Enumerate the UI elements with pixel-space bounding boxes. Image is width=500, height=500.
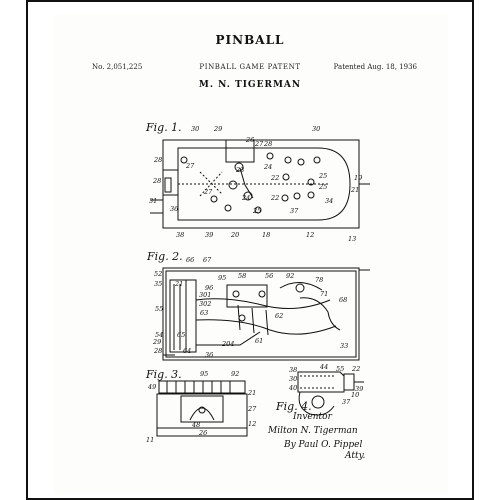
svg-text:52: 52: [154, 270, 163, 278]
svg-text:27: 27: [204, 188, 213, 196]
svg-text:38: 38: [176, 231, 185, 239]
svg-text:38: 38: [289, 366, 298, 374]
svg-text:36: 36: [205, 351, 214, 359]
svg-text:37: 37: [290, 207, 299, 215]
svg-text:24: 24: [264, 163, 273, 171]
svg-text:33: 33: [340, 342, 349, 350]
inventor-role: Inventor: [293, 412, 332, 422]
svg-text:302: 302: [199, 300, 212, 308]
svg-text:21: 21: [248, 389, 257, 397]
svg-text:25: 25: [253, 207, 262, 215]
svg-text:92: 92: [231, 370, 240, 378]
svg-text:61: 61: [255, 337, 264, 345]
svg-text:27: 27: [186, 162, 195, 170]
svg-text:68: 68: [339, 296, 348, 304]
svg-text:30: 30: [312, 125, 321, 133]
svg-text:44: 44: [320, 363, 329, 371]
poster-title: PINBALL: [215, 33, 285, 47]
svg-text:20: 20: [231, 231, 240, 239]
svg-text:65: 65: [177, 331, 186, 339]
svg-text:26: 26: [246, 136, 255, 144]
svg-text:204: 204: [222, 340, 235, 348]
svg-text:48: 48: [192, 421, 201, 429]
svg-text:49: 49: [148, 383, 157, 391]
svg-text:36: 36: [170, 205, 179, 213]
svg-text:55: 55: [336, 365, 345, 373]
svg-text:28: 28: [154, 347, 163, 355]
fig1-label: Fig. 1.: [146, 121, 182, 134]
attorney-byline: By Paul O. Pippel: [284, 440, 363, 450]
fig3-label: Fig. 3.: [146, 368, 182, 381]
fig3-scoreboard: [157, 381, 247, 436]
svg-text:96: 96: [205, 284, 214, 292]
poster-subtitle: PINBALL GAME PATENT: [199, 63, 301, 71]
svg-text:39: 39: [355, 385, 364, 393]
patent-number: No. 2,051,225: [92, 63, 143, 71]
svg-text:56: 56: [265, 272, 274, 280]
svg-text:19: 19: [354, 174, 363, 182]
svg-text:13: 13: [348, 235, 357, 243]
svg-text:31: 31: [149, 197, 158, 205]
fig4-label: Fig. 4.: [276, 400, 312, 413]
svg-text:95: 95: [200, 370, 209, 378]
svg-text:62: 62: [275, 312, 284, 320]
svg-text:12: 12: [306, 231, 315, 239]
svg-text:30: 30: [289, 375, 298, 383]
inventor-signature: Milton N. Tigerman: [268, 426, 358, 436]
svg-text:29: 29: [153, 338, 162, 346]
svg-text:18: 18: [262, 231, 271, 239]
svg-text:11: 11: [146, 436, 155, 444]
svg-text:21: 21: [175, 280, 184, 288]
svg-text:27: 27: [255, 140, 264, 148]
inventor-heading: M. N. TIGERMAN: [198, 80, 302, 90]
svg-text:23: 23: [236, 166, 245, 174]
svg-text:54: 54: [155, 331, 164, 339]
svg-text:30: 30: [191, 125, 200, 133]
svg-text:21: 21: [351, 186, 360, 194]
svg-text:22: 22: [271, 174, 280, 182]
svg-text:34: 34: [325, 197, 334, 205]
svg-text:92: 92: [286, 272, 295, 280]
svg-text:25: 25: [319, 183, 328, 191]
svg-text:28: 28: [264, 140, 273, 148]
svg-text:29: 29: [214, 125, 223, 133]
svg-text:71: 71: [320, 290, 329, 298]
svg-text:22: 22: [271, 194, 280, 202]
signature-block: [267, 412, 365, 461]
attorney-title: Atty.: [345, 451, 366, 461]
fig2-label: Fig. 2.: [147, 250, 183, 263]
svg-text:55: 55: [155, 305, 164, 313]
svg-text:40: 40: [289, 384, 298, 392]
svg-text:25: 25: [319, 172, 328, 180]
svg-text:39: 39: [205, 231, 214, 239]
svg-text:58: 58: [238, 272, 247, 280]
svg-text:22: 22: [352, 365, 361, 373]
svg-text:78: 78: [315, 276, 324, 284]
svg-text:12: 12: [248, 420, 257, 428]
svg-text:35: 35: [154, 280, 163, 288]
svg-text:37: 37: [342, 398, 351, 406]
svg-text:67: 67: [203, 256, 212, 264]
svg-text:28: 28: [153, 177, 162, 185]
svg-text:95: 95: [218, 274, 227, 282]
svg-text:63: 63: [200, 309, 209, 317]
fig2-cabinet-mechanism: [163, 268, 370, 360]
svg-text:26: 26: [199, 429, 208, 437]
svg-text:301: 301: [199, 291, 212, 299]
patent-date: Patented Aug. 18, 1936: [333, 63, 417, 71]
svg-text:24: 24: [242, 194, 251, 202]
svg-text:66: 66: [186, 256, 195, 264]
svg-text:27: 27: [248, 405, 257, 413]
svg-text:64: 64: [183, 347, 192, 355]
svg-text:10: 10: [351, 391, 360, 399]
svg-text:28: 28: [154, 156, 163, 164]
